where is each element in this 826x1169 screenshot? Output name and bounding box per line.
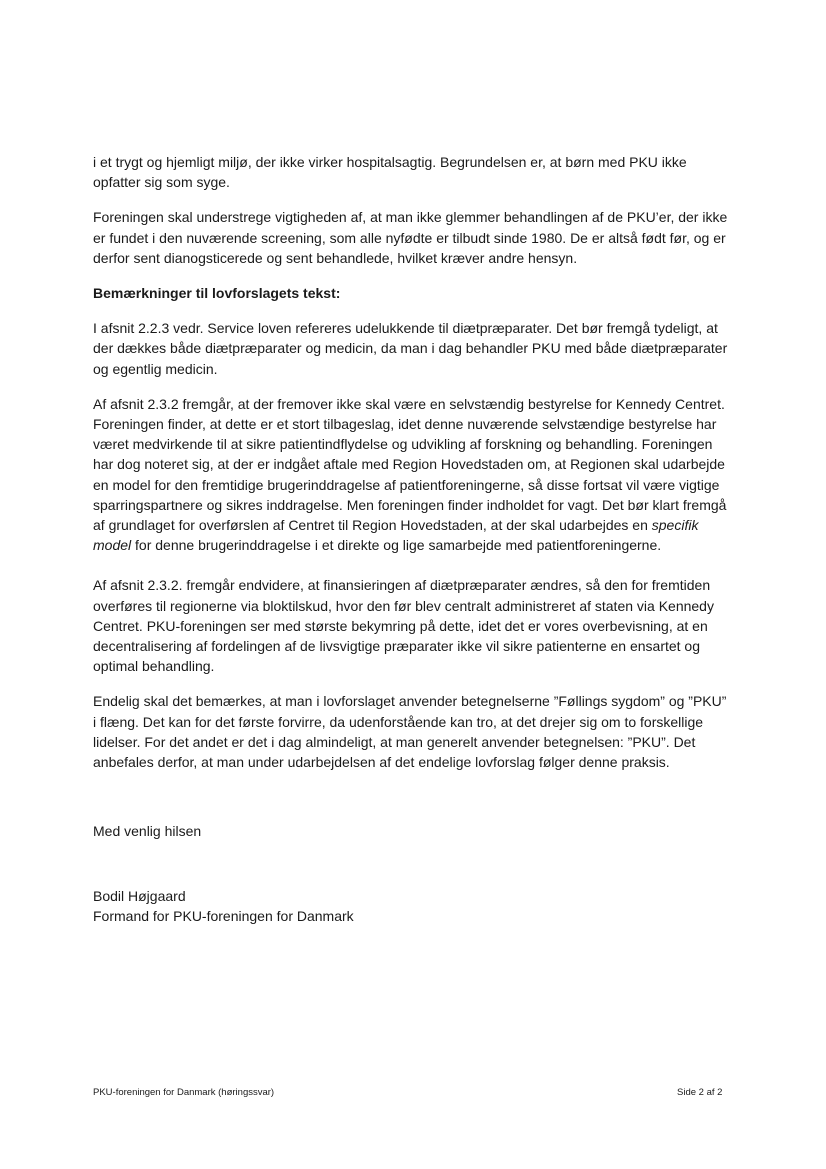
paragraph-4-text-end: for denne brugerinddragelse i et direkte og lige samarbejde med patientforeningerne. [131, 537, 662, 554]
footer-document-label: PKU-foreningen for Danmark (høringssvar) [93, 1087, 275, 1098]
signatory-name: Bodil Højgaard [93, 888, 186, 904]
paragraph-2: Foreningen skal understrege vigtigheden af, at man ikke glemmer behandlingen af de PKU’er, der ikke er fundet i den nuværende screening, som alle nyfødte er tilbudt sinde 1980. De er altså født før, og er derfor sent dianogsticerede og sent behandlede, hvilket kræver andre hensyn. [93, 209, 728, 266]
footer-page-number: Side 2 af 2 [677, 1087, 723, 1098]
letter-body [93, 152, 733, 787]
closing-salutation: Med venlig hilsen [93, 823, 202, 839]
signature-block [93, 887, 354, 926]
paragraph-6: Endelig skal det bemærkes, at man i lovforslaget anvender betegnelserne ”Føllings sygdom” og ”PKU” i flæng. Det kan for det første forvirre, da udenforstående kan tro, at det drejer sig om to forskellige lidelser. For det andet er det i dag almindeligt, at man generelt anvender betegnelsen: ”PKU”. Det anbefales derfor, at man under udarbejdelsen af det endelige lovforslag følger denne praksis. [93, 693, 727, 771]
paragraph-5: Af afsnit 2.3.2. fremgår endvidere, at finansieringen af diætpræparater ændres, så den for fremtiden overføres til regionerne via bloktilskud, hvor den før blev centralt administreret af staten via Kennedy Centret. PKU-foreningen ser med største bekymring på dette, idet det er vores overbevisning, at en decentralisering af fordelingen af de livsvigtige præparater ikke vil sikre patienterne en ensartet og optimal behandling. [93, 577, 714, 675]
paragraph-4-italic-term: specifik model [93, 517, 699, 554]
paragraph-4-text-start: Af afsnit 2.3.2 fremgår, at der fremover ikke skal være en selvstændig bestyrelse for Kennedy Centret. Foreningen finder, at dette er et stort tilbageslag, idet denne nuværende selvstændige bestyrelse har været medvirkende til at sikre patientindflydelse og udvikling af forskning og behandling. Foreningen har dog noteret sig, at der er indgået aftale med Region Hovedstaden om, at Regionen skal udarbejde en model for den fremtidige brugerinddragelse af patientforeningerne, så disse fortsat vil være vigtige sparringspartnere og sikres inddragelse. Men foreningen finder indholdet for vagt. Det bør klart fremgå af grundlaget for overførslen af Centret til Region Hovedstaden, at der skal udarbejdes en [93, 395, 727, 534]
paragraph-4 [93, 394, 733, 556]
paragraph-1: i et trygt og hjemligt miljø, der ikke virker hospitalsagtig. Begrundelsen er, at børn med PKU ikke opfatter sig som syge. [93, 154, 687, 191]
section-heading: Bemærkninger til lovforslagets tekst: [93, 285, 341, 302]
paragraph-3: I afsnit 2.2.3 vedr. Service loven refereres udelukkende til diætpræparater. Det bør fremgå tydeligt, at der dækkes både diætpræparater og medicin, da man i dag behandler PKU med både diætpræparater og egentlig medicin. [93, 320, 728, 377]
signatory-title: Formand for PKU-foreningen for Danmark [93, 907, 354, 924]
